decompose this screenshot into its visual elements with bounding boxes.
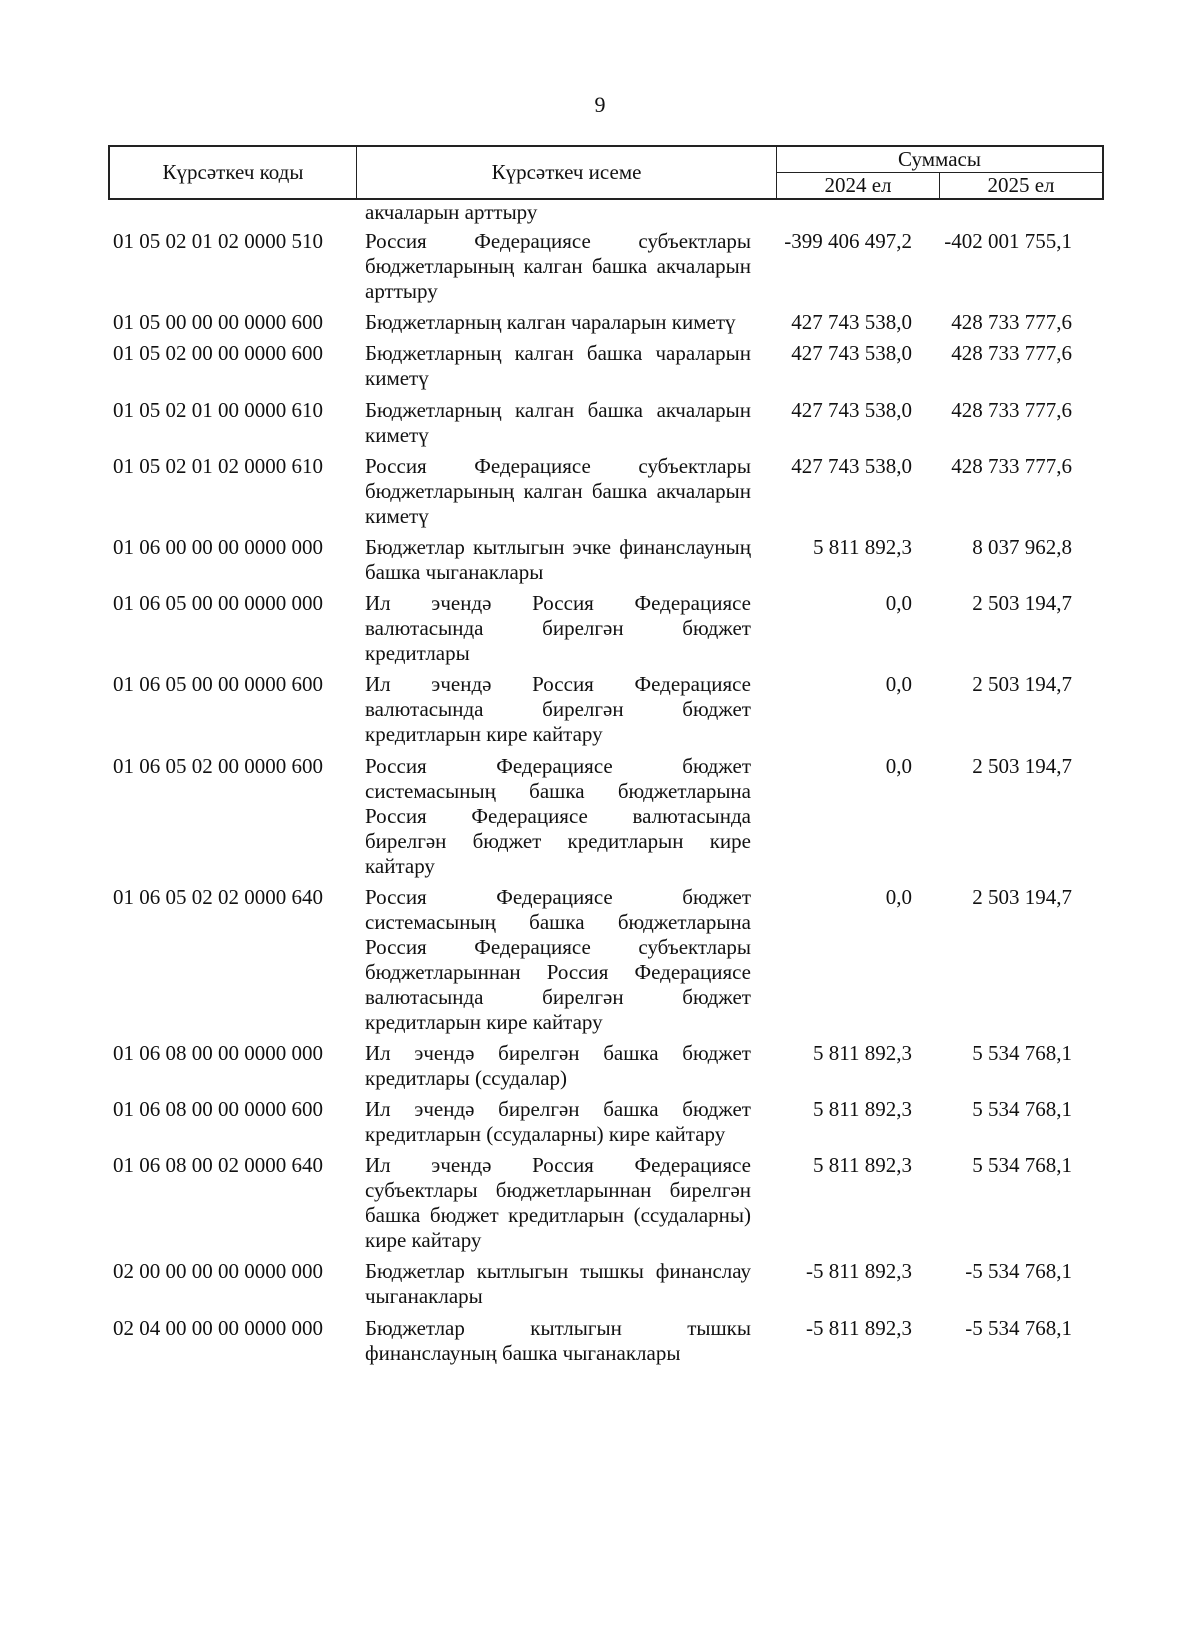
table-row — [0, 1097, 1200, 1147]
table-body — [0, 229, 1200, 1372]
header-sum: Суммасы — [777, 147, 1102, 173]
row-value-2024: 5 811 892,3 — [813, 1153, 912, 1178]
row-name: Россия Федерациясе бюджет системасының башка бюджетларына Россия Федерациясе валютасында бирелгән бюджет кредитларын кире кайтару — [365, 753, 751, 878]
row-code: 01 06 05 02 02 0000 640 — [113, 884, 323, 909]
row-value-2024: 5 811 892,3 — [813, 534, 912, 559]
row-value-2024: 0,0 — [885, 884, 912, 909]
row-code: 01 06 00 00 00 0000 000 — [113, 534, 323, 559]
row-code: 01 06 08 00 00 0000 000 — [113, 1040, 323, 1065]
row-code: 01 05 00 00 00 0000 600 — [113, 310, 323, 335]
table-row — [0, 341, 1200, 391]
row-code: 01 06 05 02 00 0000 600 — [113, 753, 323, 778]
row-code: 01 05 02 01 00 0000 610 — [113, 397, 323, 422]
row-name: Ил эчендә бирелгән башка бюджет кредитларын (ссудаларны) кире кайтару — [365, 1097, 751, 1147]
table-row — [0, 1316, 1200, 1366]
table-row — [0, 454, 1200, 529]
row-value-2025: 428 733 777,6 — [951, 397, 1072, 422]
row-value-2025: 2 503 194,7 — [972, 884, 1072, 909]
row-code: 01 06 05 00 00 0000 000 — [113, 591, 323, 616]
row-value-2024: 0,0 — [885, 672, 912, 697]
row-value-2025: -5 534 768,1 — [965, 1315, 1072, 1340]
row-code: 01 06 08 00 00 0000 600 — [113, 1097, 323, 1122]
row-name: Ил эчендә Россия Федерациясе субъектлары бюджетларыннан бирелгән башка бюджет кредитларын (ссудаларны) кире кайтару — [365, 1153, 751, 1253]
row-value-2024: 0,0 — [885, 591, 912, 616]
row-name: Россия Федерациясе бюджет системасының башка бюджетларына Россия Федерациясе субъектлары бюджетларыннан Россия Федерациясе валютасында бирелгән бюджет кредитларын кире кайтару — [365, 884, 751, 1034]
row-name: Россия Федерациясе субъектлары бюджетларының калган башка акчаларын киметү — [365, 453, 751, 528]
row-value-2025: 2 503 194,7 — [972, 672, 1072, 697]
row-name: Ил эчендә бирелгән башка бюджет кредитлары (ссудалар) — [365, 1040, 751, 1090]
row-value-2025: 5 534 768,1 — [972, 1153, 1072, 1178]
row-value-2024: 427 743 538,0 — [791, 397, 912, 422]
row-name: Ил эчендә Россия Федерациясе валютасында бирелгән бюджет кредитларын кире кайтару — [365, 672, 751, 747]
row-value-2025: 8 037 962,8 — [972, 534, 1072, 559]
table-row — [0, 398, 1200, 448]
table-row — [0, 1041, 1200, 1091]
row-code: 01 05 02 01 02 0000 510 — [113, 229, 323, 253]
table-row — [0, 229, 1200, 304]
table-row — [0, 754, 1200, 879]
header-year-2024: 2024 ел — [777, 173, 940, 198]
row-name: Бюджетларның калган башка чараларын киметү — [365, 341, 751, 391]
row-value-2024: 427 743 538,0 — [791, 310, 912, 335]
row-value-2024: 5 811 892,3 — [813, 1097, 912, 1122]
table-header — [108, 145, 1104, 200]
table-row — [0, 672, 1200, 747]
row-value-2025: 428 733 777,6 — [951, 341, 1072, 366]
row-value-2025: -5 534 768,1 — [965, 1259, 1072, 1284]
row-name: Ил эчендә Россия Федерациясе валютасында бирелгән бюджет кредитлары — [365, 591, 751, 666]
row-value-2024: 427 743 538,0 — [791, 453, 912, 478]
row-code: 02 04 00 00 00 0000 000 — [113, 1315, 323, 1340]
table-row — [0, 885, 1200, 1035]
row-value-2025: -402 001 755,1 — [944, 229, 1072, 253]
row-name: Бюджетлар кытлыгын эчке финанслауның башка чыганаклары — [365, 534, 751, 584]
row-value-2024: 0,0 — [885, 753, 912, 778]
row-value-2025: 5 534 768,1 — [972, 1040, 1072, 1065]
row-name: Бюджетларның калган чараларын киметү — [365, 310, 736, 335]
row-code: 01 06 05 00 00 0000 600 — [113, 672, 323, 697]
row-value-2024: -5 811 892,3 — [806, 1259, 912, 1284]
table-row — [0, 535, 1200, 585]
header-name: Күрсәткеч исеме — [357, 147, 777, 198]
row-value-2025: 428 733 777,6 — [951, 310, 1072, 335]
table-row — [0, 1259, 1200, 1309]
row-name: Бюджетларның калган башка акчаларын киметү — [365, 397, 751, 447]
row-value-2025: 428 733 777,6 — [951, 453, 1072, 478]
page-number: 9 — [594, 92, 606, 117]
continuation-text: акчаларын арттыру — [365, 200, 538, 224]
row-value-2025: 2 503 194,7 — [972, 591, 1072, 616]
table-row — [0, 310, 1200, 335]
row-value-2025: 2 503 194,7 — [972, 753, 1072, 778]
row-name: Россия Федерациясе субъектлары бюджетларының калган башка акчаларын арттыру — [365, 229, 751, 303]
row-value-2024: -5 811 892,3 — [806, 1315, 912, 1340]
row-code: 01 05 02 00 00 0000 600 — [113, 341, 323, 366]
row-code: 01 05 02 01 02 0000 610 — [113, 453, 323, 478]
header-year-2025: 2025 ел — [987, 173, 1055, 197]
row-value-2024: 5 811 892,3 — [813, 1040, 912, 1065]
header-code: Күрсәткеч коды — [110, 147, 357, 198]
table-row — [0, 591, 1200, 666]
row-name: Бюджетлар кытлыгын тышкы финанслау чыганаклары — [365, 1259, 751, 1309]
row-name: Бюджетлар кытлыгын тышкы финанслауның башка чыганаклары — [365, 1315, 751, 1365]
row-value-2024: -399 406 497,2 — [784, 229, 912, 253]
row-value-2025: 5 534 768,1 — [972, 1097, 1072, 1122]
table-row — [0, 1153, 1200, 1253]
row-code: 01 06 08 00 02 0000 640 — [113, 1153, 323, 1178]
row-value-2024: 427 743 538,0 — [791, 341, 912, 366]
row-code: 02 00 00 00 00 0000 000 — [113, 1259, 323, 1284]
